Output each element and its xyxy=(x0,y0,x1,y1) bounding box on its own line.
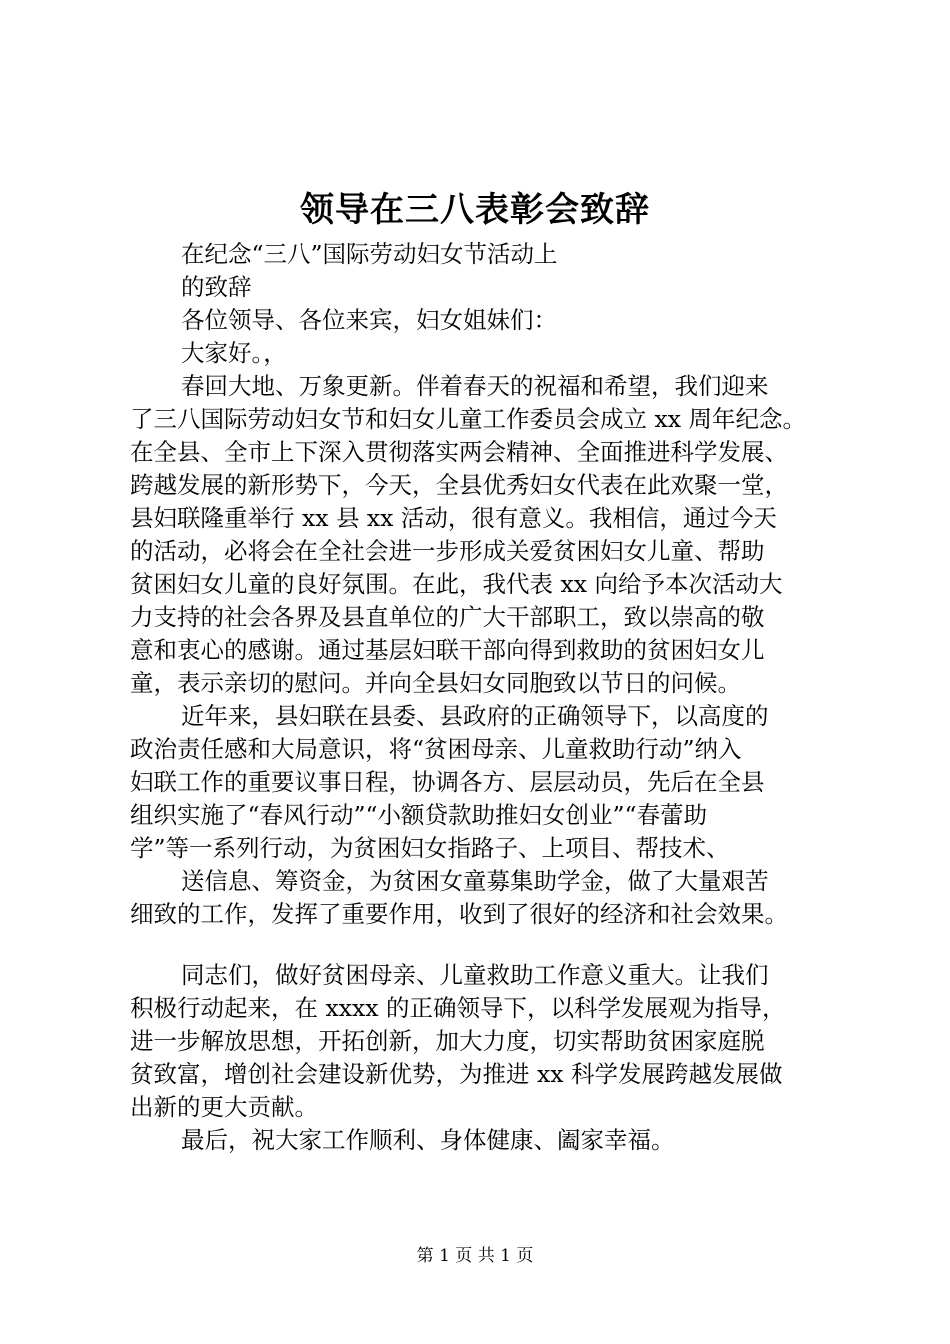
paragraph-line: 积极行动起来，在 xxxx 的正确领导下，以科学发展观为指导， xyxy=(130,994,786,1022)
paragraph-line: 妇联工作的重要议事日程，协调各方、层层动员，先后在全县 xyxy=(130,768,765,796)
paragraph-line: 的致辞 xyxy=(181,273,252,301)
paragraph-line: 跨越发展的新形势下，今天，全县优秀妇女代表在此欢聚一堂， xyxy=(130,471,788,499)
paragraph-line: 春回大地、万象更新。伴着春天的祝福和希望，我们迎来 xyxy=(181,372,769,400)
paragraph-line: 县妇联隆重举行 xx 县 xx 活动，很有意义。我相信，通过今天 xyxy=(130,504,777,532)
paragraph-line: 政治责任感和大局意识，将“贫困母亲、儿童救助行动”纳入 xyxy=(130,735,742,763)
paragraph-line: 贫致富，增创社会建设新优势，为推进 xx 科学发展跨越发展做 xyxy=(130,1060,783,1088)
paragraph-line: 同志们，做好贫困母亲、儿童救助工作意义重大。让我们 xyxy=(181,961,769,989)
paragraph-line: 在全县、全市上下深入贯彻落实两会精神、全面推进科学发展、 xyxy=(130,438,788,466)
paragraph-line: 了三八国际劳动妇女节和妇女儿童工作委员会成立 xx 周年纪念。 xyxy=(130,405,806,433)
paragraph-line: 意和衷心的感谢。通过基层妇联干部向得到救助的贫困妇女儿 xyxy=(130,636,765,664)
document-body xyxy=(130,238,840,1157)
paragraph-line: 细致的工作，发挥了重要作用，收到了很好的经济和社会效果。 xyxy=(130,900,788,928)
paragraph-line: 的活动，必将会在全社会进一步形成关爱贫困妇女儿童、帮助 xyxy=(130,537,765,565)
paragraph-line: 组织实施了“春风行动”“小额贷款助推妇女创业”“春蕾助 xyxy=(130,801,708,829)
paragraph-gap xyxy=(130,931,840,959)
paragraph-line: 在纪念“三八”国际劳动妇女节活动上 xyxy=(181,240,558,268)
document-title: 领导在三八表彰会致辞 xyxy=(300,190,650,230)
paragraph-line: 出新的更大贡献。 xyxy=(130,1093,318,1121)
paragraph-line: 最后，祝大家工作顺利、身体健康、阖家幸福。 xyxy=(181,1126,675,1154)
paragraph-line: 学”等一系列行动，为贫困妇女指路子、上项目、帮技术、 xyxy=(130,834,730,862)
paragraph-line: 大家好。， xyxy=(181,339,287,367)
paragraph-line: 童，表示亲切的慰问。并向全县妇女同胞致以节日的问候。 xyxy=(130,669,741,697)
page-footer: 第 1 页 共 1 页 xyxy=(416,1246,534,1266)
paragraph-line: 各位领导、各位来宾，妇女姐妹们： xyxy=(181,306,557,334)
paragraph-line: 进一步解放思想，开拓创新，加大力度，切实帮助贫困家庭脱 xyxy=(130,1027,765,1055)
paragraph-line: 力支持的社会各界及县直单位的广大干部职工，致以崇高的敬 xyxy=(130,603,765,631)
paragraph-line: 贫困妇女儿童的良好氛围。在此，我代表 xx 向给予本次活动大 xyxy=(130,570,783,598)
paragraph-line: 近年来，县妇联在县委、县政府的正确领导下，以高度的 xyxy=(181,702,769,730)
paragraph-line: 送信息、筹资金，为贫困女童募集助学金，做了大量艰苦 xyxy=(181,867,769,895)
